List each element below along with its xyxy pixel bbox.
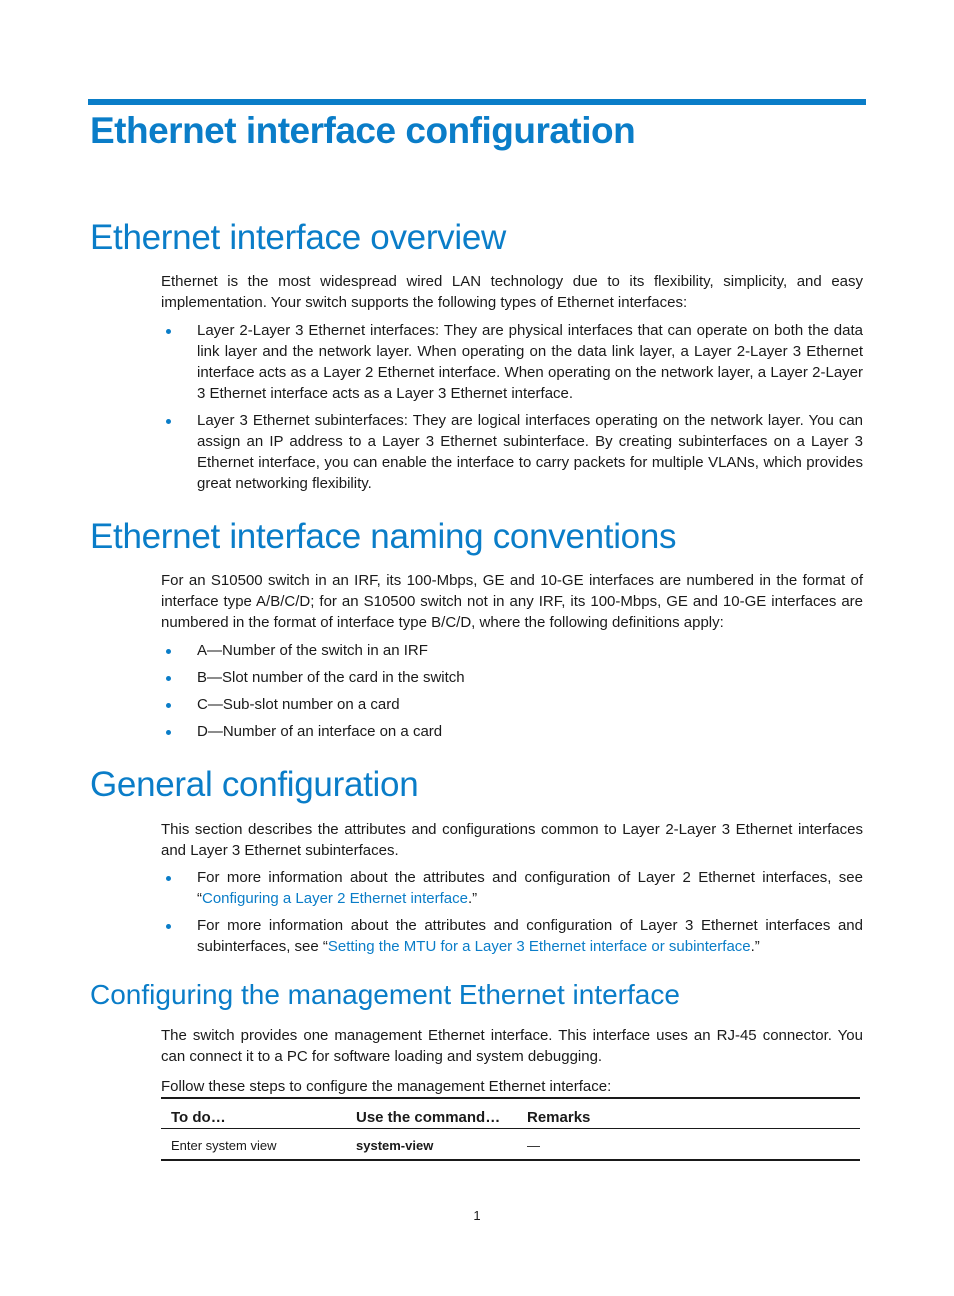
bullet-icon: [166, 676, 171, 681]
list-item: Layer 2-Layer 3 Ethernet interfaces: They are physical interfaces that can operate on both the data link layer and the network layer. When operating on the data link layer, a Layer 2-Layer 3 Ethernet interface acts as a Layer 2 Ethernet interface. When operating on the network layer, a Layer 2-Layer 3 Ethernet interface acts as a Layer 3 Ethernet interface.: [161, 320, 863, 404]
title-rule: [88, 99, 866, 105]
general-list: [161, 867, 863, 957]
table-cell: system-view: [346, 1129, 517, 1161]
table-header-row: [161, 1098, 860, 1129]
list-item: A—Number of the switch in an IRF: [161, 640, 863, 661]
overview-intro: Ethernet is the most widespread wired LAN technology due to its flexibility, simplicity, and easy implementation. Your switch supports the following types of Ethernet interfaces:: [161, 273, 863, 311]
list-item: B—Slot number of the card in the switch: [161, 667, 863, 688]
table-cell: —: [517, 1129, 860, 1161]
bullet-icon: [166, 924, 171, 929]
list-item: For more information about the attributes and configuration of Layer 3 Ethernet interfaces and subinterfaces, see “Setting the MTU for a Layer 3 Ethernet interface or subinterface.”: [161, 915, 863, 957]
mgmt-steps-intro: Follow these steps to configure the management Ethernet interface:: [161, 1078, 612, 1095]
mgmt-heading: Configuring the management Ethernet interface: [90, 979, 680, 1010]
page-title: Ethernet interface configuration: [90, 110, 636, 151]
column-header: Remarks: [517, 1098, 860, 1129]
bullet-icon: [166, 703, 171, 708]
list-item: For more information about the attributes and configuration of Layer 2 Ethernet interfaces, see “Configuring a Layer 2 Ethernet interface.”: [161, 867, 863, 909]
naming-heading: Ethernet interface naming conventions: [90, 517, 677, 556]
table-row: [161, 1129, 860, 1161]
list-item: C—Sub-slot number on a card: [161, 694, 863, 715]
mgmt-intro: The switch provides one management Ethernet interface. This interface uses an RJ-45 connector. You can connect it to a PC for software loading and system debugging.: [161, 1027, 863, 1065]
page-number: 1: [473, 1208, 481, 1223]
layer2-link[interactable]: Configuring a Layer 2 Ethernet interface: [202, 890, 468, 907]
bullet-icon: [166, 730, 171, 735]
naming-list: [161, 640, 863, 742]
overview-heading: Ethernet interface overview: [90, 218, 507, 257]
general-heading: General configuration: [90, 765, 419, 804]
list-item: Layer 3 Ethernet subinterfaces: They are logical interfaces operating on the network layer. You can assign an IP address to a Layer 3 Ethernet subinterface. By creating subinterfaces on a Layer 3 Ethernet interface, you can enable the interface to carry packets for multiple VLANs, which provides great networking flexibility.: [161, 410, 863, 494]
general-intro: This section describes the attributes and configurations common to Layer 2-Layer 3 Ethernet interfaces and Layer 3 Ethernet subinterfaces.: [161, 821, 863, 859]
bullet-icon: [166, 876, 171, 881]
overview-list: [161, 320, 863, 494]
bullet-icon: [166, 649, 171, 654]
bullet-icon: [166, 419, 171, 424]
naming-intro: For an S10500 switch in an IRF, its 100-Mbps, GE and 10-GE interfaces are numbered in the format of interface type A/B/C/D; for an S10500 switch not in any IRF, its 100-Mbps, GE and 10-GE interfaces are numbered in the format of interface type B/C/D, where the following definitions apply:: [161, 572, 863, 631]
table-cell: Enter system view: [161, 1129, 346, 1161]
list-item: D—Number of an interface on a card: [161, 721, 863, 742]
mtu-link[interactable]: Setting the MTU for a Layer 3 Ethernet interface or subinterface: [327, 938, 751, 955]
column-header: To do…: [161, 1098, 346, 1129]
column-header: Use the command…: [346, 1098, 517, 1129]
command-table: [161, 1097, 860, 1161]
bullet-icon: [166, 329, 171, 334]
